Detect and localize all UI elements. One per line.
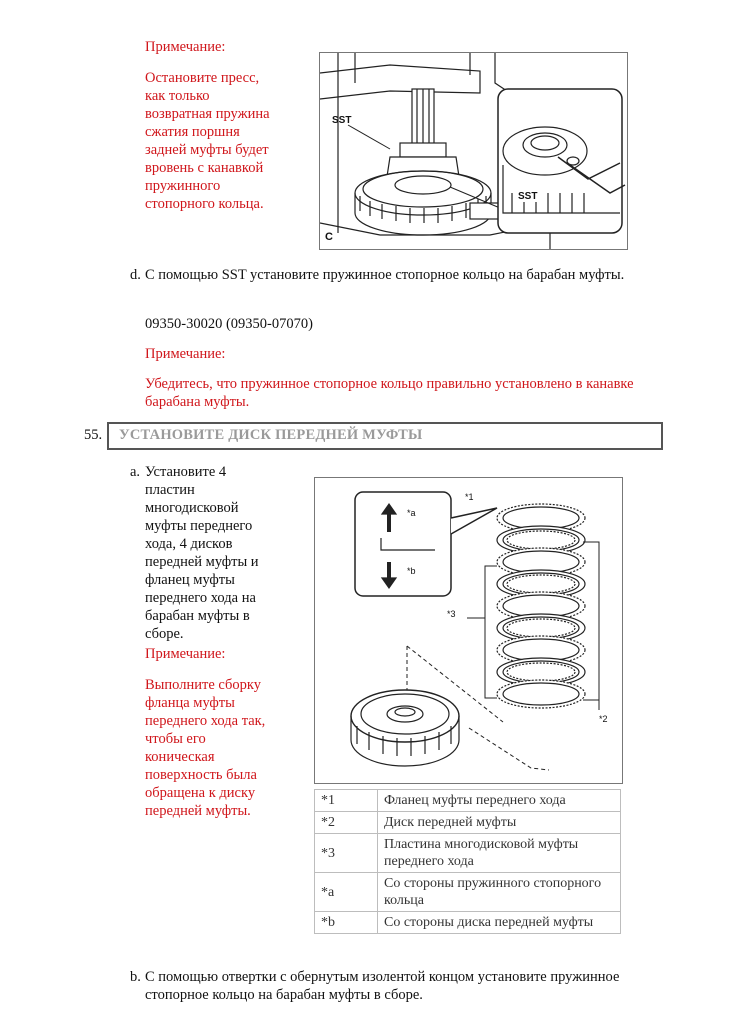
note-line: передней муфты. xyxy=(145,803,251,819)
note-label: Примечание: xyxy=(145,39,226,55)
note-line: Остановите пресс, xyxy=(145,70,260,86)
legend-value xyxy=(378,812,621,834)
note-line: чтобы его xyxy=(145,731,206,747)
sst-label: SST xyxy=(332,115,352,126)
step-a-marker: a. xyxy=(130,464,141,480)
table-row xyxy=(315,873,621,912)
legend-line: кольца xyxy=(384,893,424,908)
note-line: вровень с канавкой xyxy=(145,160,264,176)
legend-line: Со стороны диска передней муфты xyxy=(384,915,594,930)
callout-label-2: *2 xyxy=(599,714,608,724)
text-line: фланец муфты xyxy=(145,572,235,588)
table-row xyxy=(315,912,621,934)
text-line: многодисковой xyxy=(145,500,239,516)
text-line: барабан муфты в xyxy=(145,608,250,624)
step-number: 55. xyxy=(84,427,103,443)
note-text xyxy=(145,375,634,411)
step-d-marker: d. xyxy=(130,267,141,283)
note-line: переднего хода так, xyxy=(145,713,266,729)
legend-value xyxy=(378,873,621,912)
note-line: барабана муфты. xyxy=(145,394,250,410)
callout-label-a: *a xyxy=(407,508,416,518)
text-line: Установите 4 xyxy=(145,464,227,480)
step-d-text: С помощью SST установите пружинное стопорное кольцо на барабан муфты. xyxy=(145,267,625,283)
callout-label-3: *3 xyxy=(447,609,456,619)
note-line: фланца муфты xyxy=(145,695,235,711)
text-line: стопорное кольцо на барабан муфты в сборе. xyxy=(145,987,423,1003)
text-line: хода, 4 дисков xyxy=(145,536,233,552)
step-header xyxy=(107,422,663,450)
note-line: сжатия поршня xyxy=(145,124,240,140)
legend-line: Диск передней муфты xyxy=(384,815,517,830)
text-line: С помощью отвертки с обернутым изолентой концом установите пружинное xyxy=(145,969,620,985)
legend-line: Со стороны пружинного стопорного xyxy=(384,876,602,891)
table-row xyxy=(315,834,621,873)
legend-value xyxy=(378,834,621,873)
step-title: УСТАНОВИТЕ ДИСК ПЕРЕДНЕЙ МУФТЫ xyxy=(119,427,423,443)
legend-key: *3 xyxy=(315,834,378,873)
legend-line: Фланец муфты переднего хода xyxy=(384,793,566,808)
sst-inset-label: SST xyxy=(518,191,538,202)
text-line: пластин xyxy=(145,482,195,498)
note-line: Убедитесь, что пружинное стопорное кольцо правильно установлено в канавке xyxy=(145,376,634,392)
legend-value xyxy=(378,790,621,812)
text-line: передней муфты и xyxy=(145,554,259,570)
step-b-text xyxy=(145,968,619,1004)
note-line: задней муфты будет xyxy=(145,142,269,158)
legend-value xyxy=(378,912,621,934)
text-line: муфты переднего xyxy=(145,518,253,534)
note-line: возвратная пружина xyxy=(145,106,270,122)
note-text xyxy=(145,676,265,820)
press-illustration xyxy=(319,52,628,250)
note-text xyxy=(145,69,270,213)
figure-corner-label: C xyxy=(325,231,333,243)
legend-key: *b xyxy=(315,912,378,934)
note-line: Выполните сборку xyxy=(145,677,261,693)
note-line: обращена к диску xyxy=(145,785,256,801)
callout-label-1: *1 xyxy=(465,492,474,502)
note-line: коническая xyxy=(145,749,215,765)
callout-label-b: *b xyxy=(407,566,416,576)
legend-line: Пластина многодисковой муфты xyxy=(384,837,579,852)
note-line: стопорного кольца. xyxy=(145,196,264,212)
note-line: пружинного xyxy=(145,178,221,194)
text-line: переднего хода на xyxy=(145,590,256,606)
legend-table xyxy=(314,789,621,934)
note-line: как только xyxy=(145,88,210,104)
clutch-stack-illustration xyxy=(314,477,623,784)
legend-key: *1 xyxy=(315,790,378,812)
table-row xyxy=(315,790,621,812)
part-number: 09350-30020 (09350-07070) xyxy=(145,316,313,332)
legend-key: *2 xyxy=(315,812,378,834)
note-line: поверхность была xyxy=(145,767,257,783)
step-a-text xyxy=(145,463,259,643)
note-label: Примечание: xyxy=(145,346,226,362)
note-label: Примечание: xyxy=(145,646,226,662)
text-line: сборе. xyxy=(145,626,184,642)
step-b-marker: b. xyxy=(130,969,141,985)
legend-line: переднего хода xyxy=(384,854,474,869)
table-row xyxy=(315,812,621,834)
legend-key: *a xyxy=(315,873,378,912)
